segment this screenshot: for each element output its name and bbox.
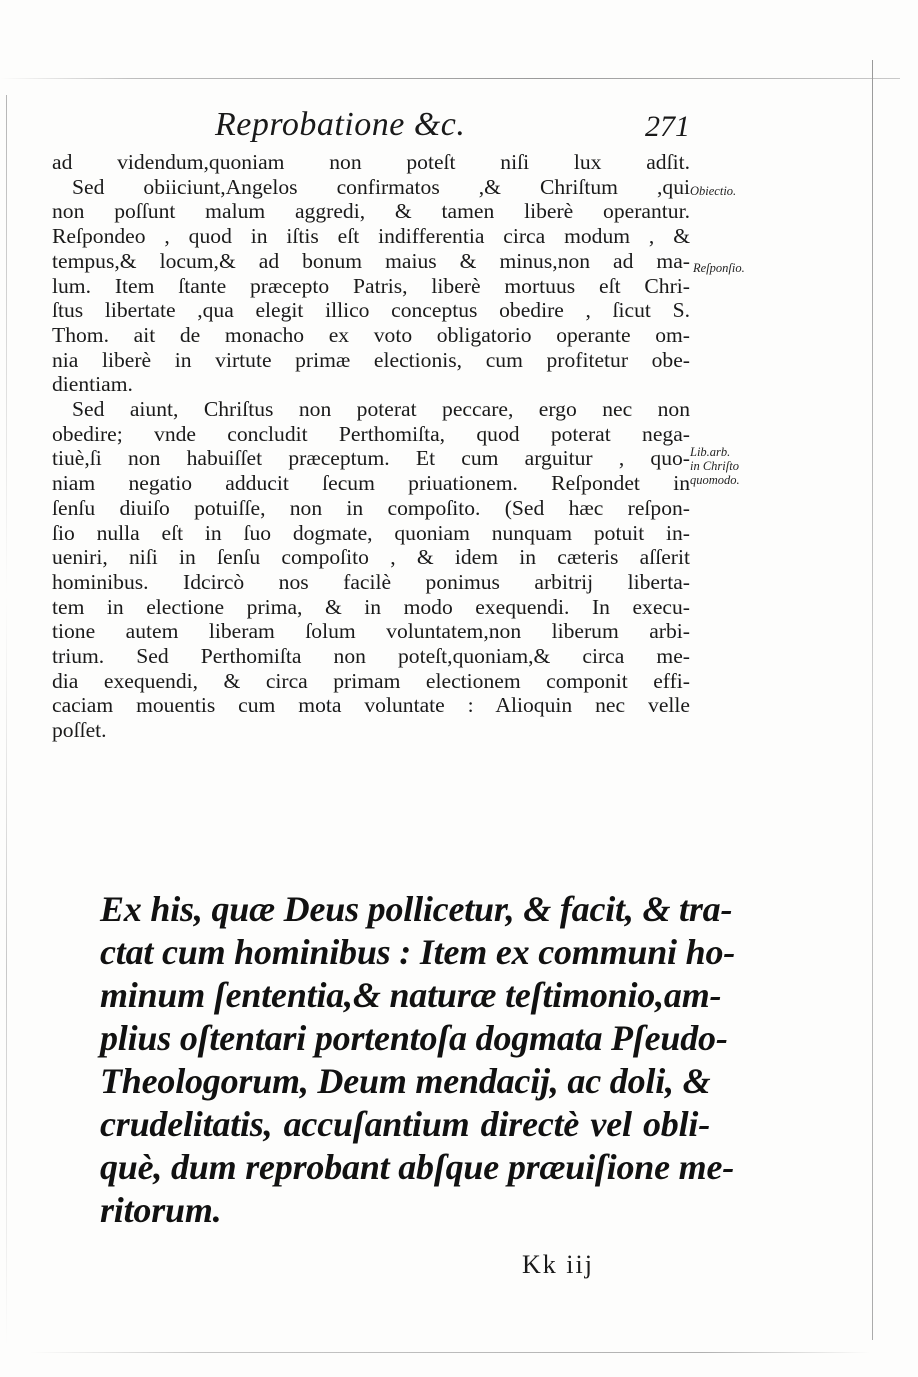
text-line: dientiam.: [52, 372, 133, 397]
italic-line: Ex his, quæ Deus pollicetur, & facit, & tra-: [100, 889, 733, 929]
signature-mark: Kk iij: [522, 1250, 594, 1279]
page-number: 271: [645, 110, 690, 143]
text-line: tem in electione prima, & in modo exequendi. In execu-: [52, 594, 690, 619]
text-line: nia liberè in virtute primæ electionis, cum profitetur obe-: [52, 347, 690, 372]
italic-summary-block: [100, 888, 736, 1232]
italic-line: crudelitatis, accuſantium directè vel obli-: [100, 1104, 710, 1144]
running-head: Reprobatione &c.: [215, 106, 466, 143]
text-line: tione autem liberam ſolum voluntatem,non liberum arbi-: [52, 619, 690, 644]
margin-note-line: Lib.arb.: [690, 445, 731, 459]
text-line: ſtus libertate ,qua elegit illico conceptus obedire , ſicut S.: [52, 298, 690, 323]
italic-line: què, dum reprobant abſque præuiſione me-: [100, 1147, 735, 1187]
body-text: [52, 150, 690, 743]
text-line: niam negatio adducit ſecum priuationem. Reſpondet in: [52, 471, 690, 496]
text-line: Sed aiunt, Chriſtus non poterat peccare, ergo nec non: [72, 397, 690, 422]
text-line: Reſpondeo , quod in iſtis eſt indifferentia circa modum , &: [52, 224, 690, 249]
text-line: ſio nulla eſt in ſuo dogmate, quoniam nunquam potuit in-: [52, 520, 690, 545]
italic-line: ctat cum hominibus : Item ex communi ho-: [100, 932, 736, 972]
text-line: lum. Item ſtante præcepto Patris, liberè mortuus eſt Chri-: [52, 273, 690, 298]
margin-note-line: quomodo.: [690, 473, 740, 487]
page-edge-bottom: [30, 1352, 870, 1353]
text-line: non poſſunt malum aggredi, & tamen liberè operantur.: [52, 199, 690, 224]
italic-line: ritorum.: [100, 1190, 222, 1230]
text-line: hominibus. Idcircò nos facilè ponimus arbitrij liberta-: [52, 569, 690, 594]
italic-line: Theologorum, Deum mendacij, ac doli, &: [100, 1061, 711, 1101]
text-line: tempus,& locum,& ad bonum maius & minus,non ad ma-: [52, 248, 690, 273]
text-line: trium. Sed Perthomiſta non poteſt,quoniam,& circa me-: [52, 644, 690, 669]
margin-note-libarb: [690, 445, 740, 487]
page-edge-top: [0, 78, 900, 79]
page-edge-left: [6, 95, 7, 1345]
text-line: ad videndum,quoniam non poteſt niſi lux adſit.: [52, 150, 690, 174]
page-edge-right: [872, 60, 873, 1340]
text-line: tiuè,ſi non habuiſſet præceptum. Et cum arguitur , quo-: [52, 446, 690, 471]
text-line: ueniri, niſi in ſenſu compoſito , & idem in cæteris aſſerit: [52, 545, 690, 570]
text-line: Thom. ait de monacho ex voto obligatorio operante om-: [52, 322, 690, 347]
italic-line: minum ſententia,& naturæ teſtimonio,am-: [100, 975, 722, 1015]
margin-note-line: in Chriſto: [690, 459, 739, 473]
text-line: Sed obiiciunt,Angelos confirmatos ,& Chriſtum ,qui: [72, 174, 690, 199]
italic-line: plius oſtentari portentoſa dogmata Pſeudo-: [100, 1018, 728, 1058]
page-header: [60, 106, 690, 152]
text-line: obedire; vnde concludit Perthomiſta, quod poterat nega-: [52, 421, 690, 446]
text-line: ſenſu diuiſo potuiſſe, non in compoſito. (Sed hæc reſpon-: [52, 495, 690, 520]
text-line: caciam mouentis cum mota voluntate : Alioquin nec velle: [52, 693, 690, 718]
margin-note-obiectio: Obiectio.: [690, 184, 737, 198]
text-line: dia exequendi, & circa primam electionem componit effi-: [52, 668, 690, 693]
margin-note-responsio: Reſponſio.: [693, 261, 745, 275]
text-line: poſſet.: [52, 718, 107, 743]
